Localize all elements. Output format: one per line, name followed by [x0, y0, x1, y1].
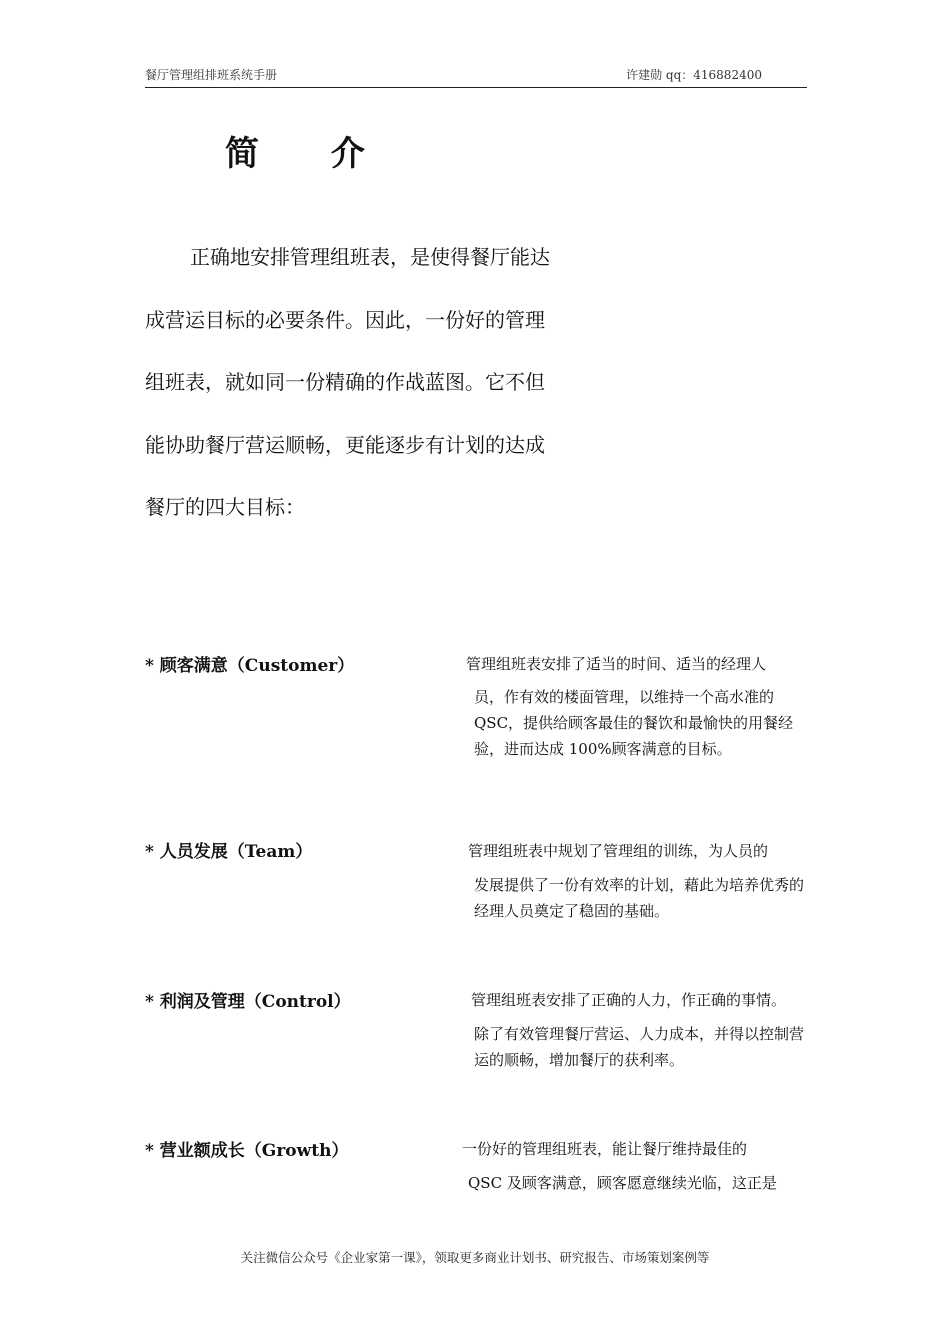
goal-body-team: 发展提供了一份有效率的计划，藉此为培养优秀的经理人员奠定了稳固的基础。 — [474, 876, 805, 920]
header-divider — [145, 87, 807, 88]
goal-label-team: * 人员发展（Team） — [145, 842, 313, 862]
goal-label-growth: * 营业额成长（Growth） — [145, 1141, 349, 1161]
goal-label-control: * 利润及管理（Control） — [145, 992, 351, 1012]
page-header — [145, 66, 807, 88]
page-title: 简 介 — [225, 134, 395, 174]
header-title: 餐厅管理组排班系统手册 — [145, 68, 278, 82]
page-footer: 关注微信公众号《企业家第一课》，领取更多商业计划书、研究报告、市场策划案例等 — [240, 1250, 710, 1265]
goal-first-line-team: 管理组班表中规划了管理组的训练，为人员的 — [468, 842, 769, 860]
goal-body-growth: QSC 及顾客满意，顾客愿意继续光临，这正是 — [468, 1174, 777, 1192]
goal-label-customer: * 顾客满意（Customer） — [145, 656, 355, 676]
goal-first-line-growth: 一份好的管理组班表，能让餐厅维持最佳的 — [462, 1140, 748, 1158]
header-author: 许建勋 qq：416882400 — [626, 68, 762, 82]
intro-paragraph: 正确地安排管理组班表，是使得餐厅能达成营运目标的必要条件。因此，一份好的管理组班表，就如同一份精确的作战蓝图。它不但能协助餐厅营运顺畅，更能逐步有计划的达成餐厅的四大目标： — [145, 245, 550, 519]
goal-body-customer: 员，作有效的楼面管理，以维持一个高水准的 QSC，提供给顾客最佳的餐饮和最愉快的用餐经验，进而达成 100%顾客满意的目标。 — [474, 688, 794, 758]
goal-body-control: 除了有效管理餐厅营运、人力成本，并得以控制营运的顺畅，增加餐厅的获利率。 — [474, 1025, 805, 1069]
goal-first-line-control: 管理组班表安排了正确的人力，作正确的事情。 — [471, 991, 787, 1009]
goal-first-line-customer: 管理组班表安排了适当的时间、适当的经理人 — [466, 655, 767, 673]
